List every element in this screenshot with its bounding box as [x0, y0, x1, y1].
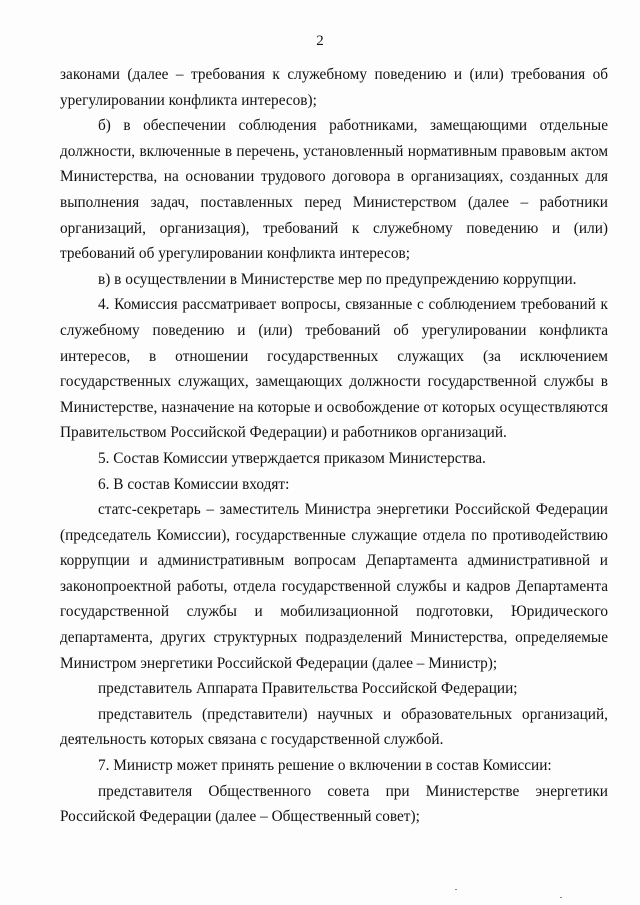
document-body [60, 62, 608, 830]
paragraph-6: 6. В состав Комиссии входят: [98, 475, 290, 493]
paragraph-5: 5. Состав Комиссии утверждается приказом Министерства. [98, 449, 486, 467]
paragraph-item-b: б) в обеспечении соблюдения работниками, замещающими отдельные должности, включенные в перечень, установленный нормативным правовым актом Министерства, на основании трудового договора в организациях, созданных для выполнения задач, поставленных перед Министерством (далее – работники организаций, организация), требований к служебному поведению и (или) требований об урегулировании конфликта интересов; [60, 117, 608, 263]
scan-speck [560, 897, 562, 898]
paragraph-6-government-rep: представитель Аппарата Правительства Российской Федерации; [98, 680, 518, 698]
scan-speck [455, 889, 457, 890]
page-number: 2 [316, 33, 324, 49]
paragraph-item-v: в) в осуществлении в Министерстве мер по предупреждению коррупции. [98, 270, 577, 288]
paragraph-continuation: законами (далее – требования к служебному поведению и (или) требования об урегулировании конфликта интересов); [60, 66, 608, 109]
paragraph-7: 7. Министр может принять решение о включении в состав Комиссии: [98, 757, 552, 775]
paragraph-6-members: статс-секретарь – заместитель Министра энергетики Российской Федерации (председатель Комиссии), государственные служащие отдела по противодействию коррупции и административным вопросам Департамента административной и законопроектной работы, отдела государственной службы и кадров Департамента государственной службы и мобилизационной подготовки, Юридического департамента, других структурных подразделений Министерства, определяемые Министром энергетики Российской Федерации (далее – Министр); [60, 501, 608, 672]
paragraph-4: 4. Комиссия рассматривает вопросы, связанные с соблюдением требований к служебному поведению и (или) требований об урегулировании конфликта интересов, в отношении государственных служащих (за исключением государственных служащих, замещающих должности государственной службы в Министерстве, назначение на которые и освобождение от которых осуществляются Правительством Российской Федерации) и работников организаций. [60, 296, 608, 442]
paragraph-7-public-council: представителя Общественного совета при Министерстве энергетики Российской Федерации (далее – Общественный совет); [60, 782, 608, 826]
paragraph-6-science-rep: представитель (представители) научных и образовательных организаций, деятельность которых связана с государственной службой. [60, 705, 608, 749]
